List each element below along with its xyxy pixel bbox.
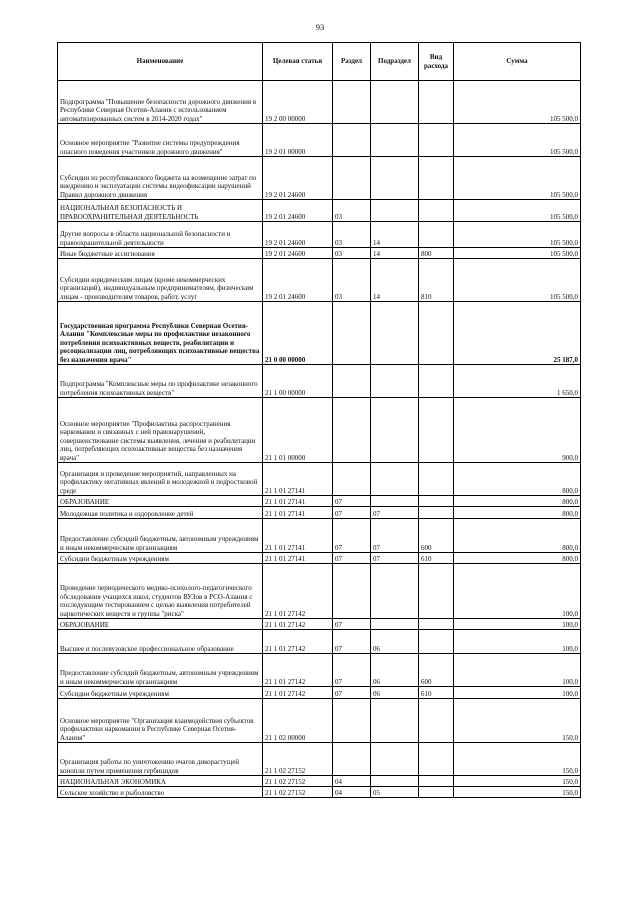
table-row	[58, 463, 581, 496]
row-name-cell: Основное мероприятие "Развитие системы предупреждения опасного поведения участников дорожного движения"	[58, 124, 263, 157]
row-name-cell: ОБРАЗОВАНИЕ	[58, 496, 263, 507]
row-subsection-cell	[371, 200, 419, 222]
row-name-cell: НАЦИОНАЛЬНАЯ БЕЗОПАСНОСТЬ И ПРАВООХРАНИТЕЛЬНАЯ ДЕЯТЕЛЬНОСТЬ	[58, 200, 263, 222]
row-section-cell: 07	[333, 553, 371, 564]
row-section-cell	[333, 564, 371, 619]
row-target-cell: 21 1 02 27152	[263, 743, 333, 776]
table-row	[58, 124, 581, 157]
row-subsection-cell	[371, 496, 419, 507]
table-row	[58, 302, 581, 365]
row-target-cell: 19 2 01 24600	[263, 157, 333, 200]
row-sum-cell: 100,0	[454, 619, 581, 630]
row-expense-type-cell	[419, 619, 454, 630]
row-section-cell: 07	[333, 496, 371, 507]
row-target-cell: 21 1 00 00000	[263, 365, 333, 398]
row-sum-cell: 800,0	[454, 496, 581, 507]
row-subsection-cell: 06	[371, 654, 419, 687]
table-row	[58, 787, 581, 798]
table-row	[58, 200, 581, 222]
row-expense-type-cell	[419, 630, 454, 654]
row-name-cell: Субсидии из республиканского бюджета на возмещение затрат по внедрению и эксплуатации системы видеофиксации нарушений Правил дорожного движения	[58, 157, 263, 200]
row-section-cell: 07	[333, 519, 371, 553]
table-row	[58, 398, 581, 463]
row-sum-cell: 105 500,0	[454, 124, 581, 157]
row-expense-type-cell: 600	[419, 654, 454, 687]
table-row	[58, 507, 581, 519]
row-expense-type-cell: 800	[419, 248, 454, 259]
row-target-cell: 21 0 00 00000	[263, 302, 333, 365]
table-row	[58, 630, 581, 654]
row-expense-type-cell	[419, 463, 454, 496]
table-row	[58, 654, 581, 687]
row-section-cell	[333, 398, 371, 463]
row-subsection-cell	[371, 564, 419, 619]
table-row	[58, 496, 581, 507]
row-sum-cell: 150,0	[454, 743, 581, 776]
row-section-cell	[333, 463, 371, 496]
row-sum-cell: 1 650,0	[454, 365, 581, 398]
row-expense-type-cell	[419, 699, 454, 743]
row-name-cell: Предоставление субсидий бюджетным, автономным учреждениям и иным некоммерческим организациям	[58, 654, 263, 687]
row-subsection-cell	[371, 776, 419, 787]
row-subsection-cell: 07	[371, 507, 419, 519]
row-target-cell: 19 2 01 24600	[263, 259, 333, 302]
row-expense-type-cell: 610	[419, 687, 454, 699]
row-target-cell: 21 1 02 27152	[263, 776, 333, 787]
row-expense-type-cell	[419, 496, 454, 507]
row-sum-cell: 105 500,0	[454, 157, 581, 200]
row-section-cell: 07	[333, 619, 371, 630]
row-target-cell: 21 1 01 27142	[263, 619, 333, 630]
row-target-cell: 21 1 01 27142	[263, 687, 333, 699]
row-name-cell: Основное мероприятие "Профилактика распространения наркомании и связанных с ней правонарушений, совершенствование системы выявления, лечения и реабилитации лиц, потребляющих психоактивные вещества без назначения врача"	[58, 398, 263, 463]
row-subsection-cell	[371, 81, 419, 124]
row-expense-type-cell: 810	[419, 259, 454, 302]
header-name: Наименование	[58, 43, 263, 81]
row-expense-type-cell: 610	[419, 553, 454, 564]
row-name-cell: Проведение периодического медико-психолого-педагогического обследования учащихся школ, студентов ВУЗов в РСО-Алания с последующим тестированием с целью выявления потребителей наркотических веществ и группы "риска"	[58, 564, 263, 619]
row-subsection-cell: 14	[371, 248, 419, 259]
row-subsection-cell: 05	[371, 787, 419, 798]
header-target: Целевая статья	[263, 43, 333, 81]
row-section-cell	[333, 157, 371, 200]
row-expense-type-cell	[419, 222, 454, 248]
table-row	[58, 776, 581, 787]
row-target-cell: 21 1 01 27142	[263, 630, 333, 654]
row-subsection-cell: 06	[371, 630, 419, 654]
row-subsection-cell: 14	[371, 259, 419, 302]
row-name-cell: ОБРАЗОВАНИЕ	[58, 619, 263, 630]
row-sum-cell: 100,0	[454, 630, 581, 654]
row-sum-cell: 25 187,0	[454, 302, 581, 365]
table-header-row	[58, 43, 581, 81]
row-sum-cell: 105 500,0	[454, 222, 581, 248]
row-expense-type-cell	[419, 787, 454, 798]
row-expense-type-cell: 600	[419, 519, 454, 553]
row-section-cell: 07	[333, 630, 371, 654]
table-row	[58, 248, 581, 259]
row-name-cell: Субсидии бюджетным учреждениям	[58, 687, 263, 699]
row-name-cell: Основное мероприятие "Организация взаимодействия субъектов профилактики наркомании в Республике Северная Осетия-Алания"	[58, 699, 263, 743]
row-section-cell	[333, 365, 371, 398]
row-sum-cell: 900,0	[454, 398, 581, 463]
row-target-cell: 21 1 01 27141	[263, 496, 333, 507]
row-target-cell: 19 2 01 24600	[263, 222, 333, 248]
page-number: 93	[315, 22, 325, 32]
table-row	[58, 157, 581, 200]
row-expense-type-cell	[419, 200, 454, 222]
row-name-cell: Субсидии юридическим лицам (кроме некоммерческих организаций), индивидуальным предпринимателям, физическим лицам - производителям товаров, работ, услуг	[58, 259, 263, 302]
row-sum-cell: 150,0	[454, 699, 581, 743]
row-target-cell: 21 1 02 00000	[263, 699, 333, 743]
row-expense-type-cell	[419, 157, 454, 200]
row-section-cell: 07	[333, 687, 371, 699]
row-expense-type-cell	[419, 124, 454, 157]
row-subsection-cell	[371, 365, 419, 398]
table-row	[58, 81, 581, 124]
table-row	[58, 365, 581, 398]
row-section-cell: 04	[333, 787, 371, 798]
table-row	[58, 553, 581, 564]
row-name-cell: Другие вопросы в области национальной безопасности и правоохранительной деятельности	[58, 222, 263, 248]
table-row	[58, 519, 581, 553]
row-target-cell: 19 2 01 24600	[263, 200, 333, 222]
row-target-cell: 21 1 01 27142	[263, 654, 333, 687]
row-expense-type-cell	[419, 507, 454, 519]
row-sum-cell: 800,0	[454, 463, 581, 496]
row-name-cell: Высшее и послевузовское профессиональное образование	[58, 630, 263, 654]
row-expense-type-cell	[419, 81, 454, 124]
row-subsection-cell: 07	[371, 553, 419, 564]
table-row	[58, 619, 581, 630]
row-subsection-cell	[371, 124, 419, 157]
row-sum-cell: 100,0	[454, 654, 581, 687]
header-expense-type: Вид расхода	[419, 43, 454, 81]
table-row	[58, 259, 581, 302]
row-sum-cell: 800,0	[454, 507, 581, 519]
budget-table	[57, 42, 581, 798]
row-target-cell: 21 1 01 27142	[263, 564, 333, 619]
row-expense-type-cell	[419, 743, 454, 776]
row-target-cell: 19 2 01 00000	[263, 124, 333, 157]
table-row	[58, 222, 581, 248]
row-section-cell: 04	[333, 776, 371, 787]
row-subsection-cell: 06	[371, 687, 419, 699]
row-expense-type-cell	[419, 398, 454, 463]
row-section-cell: 07	[333, 654, 371, 687]
table-body	[58, 81, 581, 798]
row-subsection-cell	[371, 398, 419, 463]
row-sum-cell: 105 500,0	[454, 259, 581, 302]
row-sum-cell: 100,0	[454, 687, 581, 699]
row-subsection-cell	[371, 699, 419, 743]
row-section-cell	[333, 699, 371, 743]
row-name-cell: Молодежная политика и оздоровление детей	[58, 507, 263, 519]
row-expense-type-cell	[419, 365, 454, 398]
header-sum: Сумма	[454, 43, 581, 81]
header-section: Раздел	[333, 43, 371, 81]
row-name-cell: Организация работы по уничтожению очагов дикорастущей конопли путем применения гербицидов	[58, 743, 263, 776]
row-target-cell: 21 1 01 27141	[263, 463, 333, 496]
table-row	[58, 743, 581, 776]
row-sum-cell: 800,0	[454, 519, 581, 553]
row-subsection-cell	[371, 619, 419, 630]
row-name-cell: Иные бюджетные ассигнования	[58, 248, 263, 259]
row-target-cell: 21 1 02 27152	[263, 787, 333, 798]
row-section-cell	[333, 81, 371, 124]
row-target-cell: 19 2 01 24600	[263, 248, 333, 259]
row-target-cell: 21 1 01 27141	[263, 507, 333, 519]
row-subsection-cell	[371, 743, 419, 776]
row-section-cell	[333, 124, 371, 157]
row-target-cell: 21 1 01 27141	[263, 519, 333, 553]
row-subsection-cell: 07	[371, 519, 419, 553]
row-name-cell: Организация и проведение мероприятий, направленных на профилактику негативных явлений в молодежной и подростковой среде	[58, 463, 263, 496]
row-name-cell: Предоставление субсидий бюджетным, автономным учреждениям и иным некоммерческим организациям	[58, 519, 263, 553]
row-name-cell: Подпрограмма "Повышение безопасности дорожного движения в Республике Северная Осетия-Алания с использованием автоматизированных систем в 2014-2020 годах"	[58, 81, 263, 124]
row-sum-cell: 800,0	[454, 553, 581, 564]
row-section-cell	[333, 743, 371, 776]
row-section-cell: 07	[333, 507, 371, 519]
row-target-cell: 21 1 01 27141	[263, 553, 333, 564]
row-subsection-cell	[371, 302, 419, 365]
table-row	[58, 687, 581, 699]
table-row	[58, 564, 581, 619]
row-section-cell: 03	[333, 222, 371, 248]
row-name-cell: Государственная программа Республики Северная Осетия-Алания "Комплексные меры по профилактике незаконного потребления психоактивных веществ, реабилитации и ресоциализации лиц, потребляющих психоактивные вещества без назначения врача"	[58, 302, 263, 365]
table-row	[58, 699, 581, 743]
row-name-cell: Сельское хозяйство и рыболовство	[58, 787, 263, 798]
row-name-cell: Подпрограмма "Комплексные меры по профилактике незаконного потребления психоактивных веществ"	[58, 365, 263, 398]
row-sum-cell: 105 500,0	[454, 200, 581, 222]
row-sum-cell: 105 500,0	[454, 81, 581, 124]
row-name-cell: НАЦИОНАЛЬНАЯ ЭКОНОМИКА	[58, 776, 263, 787]
row-section-cell: 03	[333, 259, 371, 302]
row-expense-type-cell	[419, 302, 454, 365]
row-section-cell	[333, 302, 371, 365]
header-subsection: Подраздел	[371, 43, 419, 81]
row-sum-cell: 100,0	[454, 564, 581, 619]
row-sum-cell: 105 500,0	[454, 248, 581, 259]
row-name-cell: Субсидии бюджетным учреждениям	[58, 553, 263, 564]
row-expense-type-cell	[419, 776, 454, 787]
row-sum-cell: 150,0	[454, 776, 581, 787]
row-section-cell: 03	[333, 248, 371, 259]
row-target-cell: 21 1 01 00000	[263, 398, 333, 463]
row-subsection-cell	[371, 157, 419, 200]
row-target-cell: 19 2 00 00000	[263, 81, 333, 124]
row-subsection-cell	[371, 463, 419, 496]
row-section-cell: 03	[333, 200, 371, 222]
row-subsection-cell: 14	[371, 222, 419, 248]
row-expense-type-cell	[419, 564, 454, 619]
row-sum-cell: 150,0	[454, 787, 581, 798]
